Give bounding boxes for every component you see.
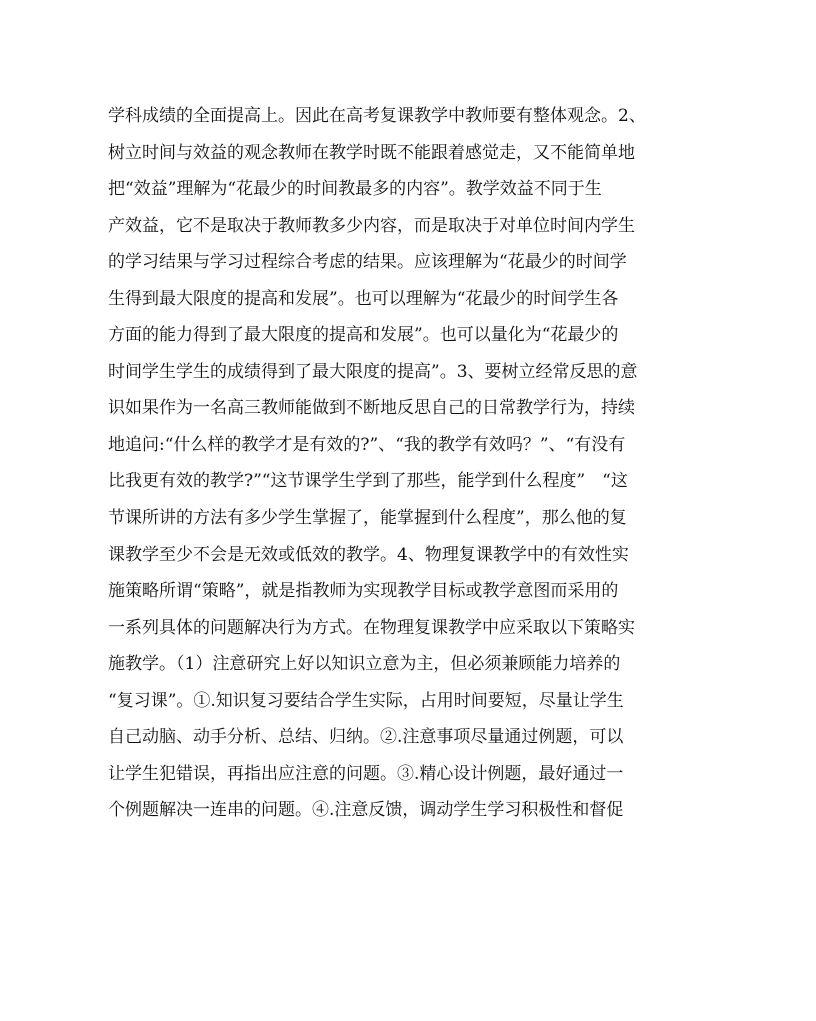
text-line: 学科成绩的全面提高上。因此在高考复课教学中教师要有整体观念。2、 <box>108 106 646 126</box>
text-line: 个例题解决一连串的问题。④.注意反馈，调动学生学习积极性和督促 <box>108 800 624 821</box>
text-line: 的学习结果与学习过程综合考虑的结果。应该理解为“花最少的时间学 <box>108 252 627 273</box>
body-text <box>108 98 708 829</box>
text-line: 产效益，它不是取决于教师教多少内容，而是取决于对单位时间内学生 <box>108 215 635 236</box>
text-line: “复习课”。①.知识复习要结合学生实际，占用时间要短，尽量让学生 <box>108 690 624 711</box>
text-line: 课教学至少不会是无效或低效的教学。4、物理复课教学中的有效性实 <box>108 544 629 565</box>
text-line: 时间学生学生的成绩得到了最大限度的提高”。3、要树立经常反思的意 <box>108 361 638 382</box>
text-line: 地追问:“什么样的教学才是有效的?”、“我的教学有效吗？”、“有没有 <box>108 434 626 455</box>
text-line: 自己动脑、动手分析、总结、归纳。②.注意事项尽量通过例题，可以 <box>108 727 624 748</box>
text-line: 让学生犯错误，再指出应注意的问题。③.精心设计例题，最好通过一 <box>108 763 624 784</box>
text-line: 一系列具体的问题解决行为方式。在物理复课教学中应采取以下策略实 <box>108 617 635 638</box>
text-line: 比我更有效的教学?”“这节课学生学到了那些，能学到什么程度” “这 <box>108 471 628 492</box>
text-line: 把“效益”理解为“花最少的时间教最多的内容”。教学效益不同于生 <box>108 179 602 200</box>
text-line: 生得到最大限度的提高和发展”。也可以理解为“花最少的时间学生各 <box>108 288 619 309</box>
text-line: 施策略所谓“策略”，就是指教师为实现教学目标或教学意图而采用的 <box>108 581 619 602</box>
text-line: 树立时间与效益的观念教师在教学时既不能跟着感觉走，又不能简单地 <box>108 142 635 163</box>
text-line: 识如果作为一名高三教师能做到不断地反思自己的日常教学行为，持续 <box>108 398 635 419</box>
text-line: 节课所讲的方法有多少学生掌握了，能掌握到什么程度”，那么他的复 <box>108 508 627 529</box>
text-line: 施教学。（1）注意研究上好以知识立意为主，但必须兼顾能力培养的 <box>108 654 621 675</box>
text-line: 方面的能力得到了最大限度的提高和发展”。也可以量化为“花最少的 <box>108 325 619 346</box>
